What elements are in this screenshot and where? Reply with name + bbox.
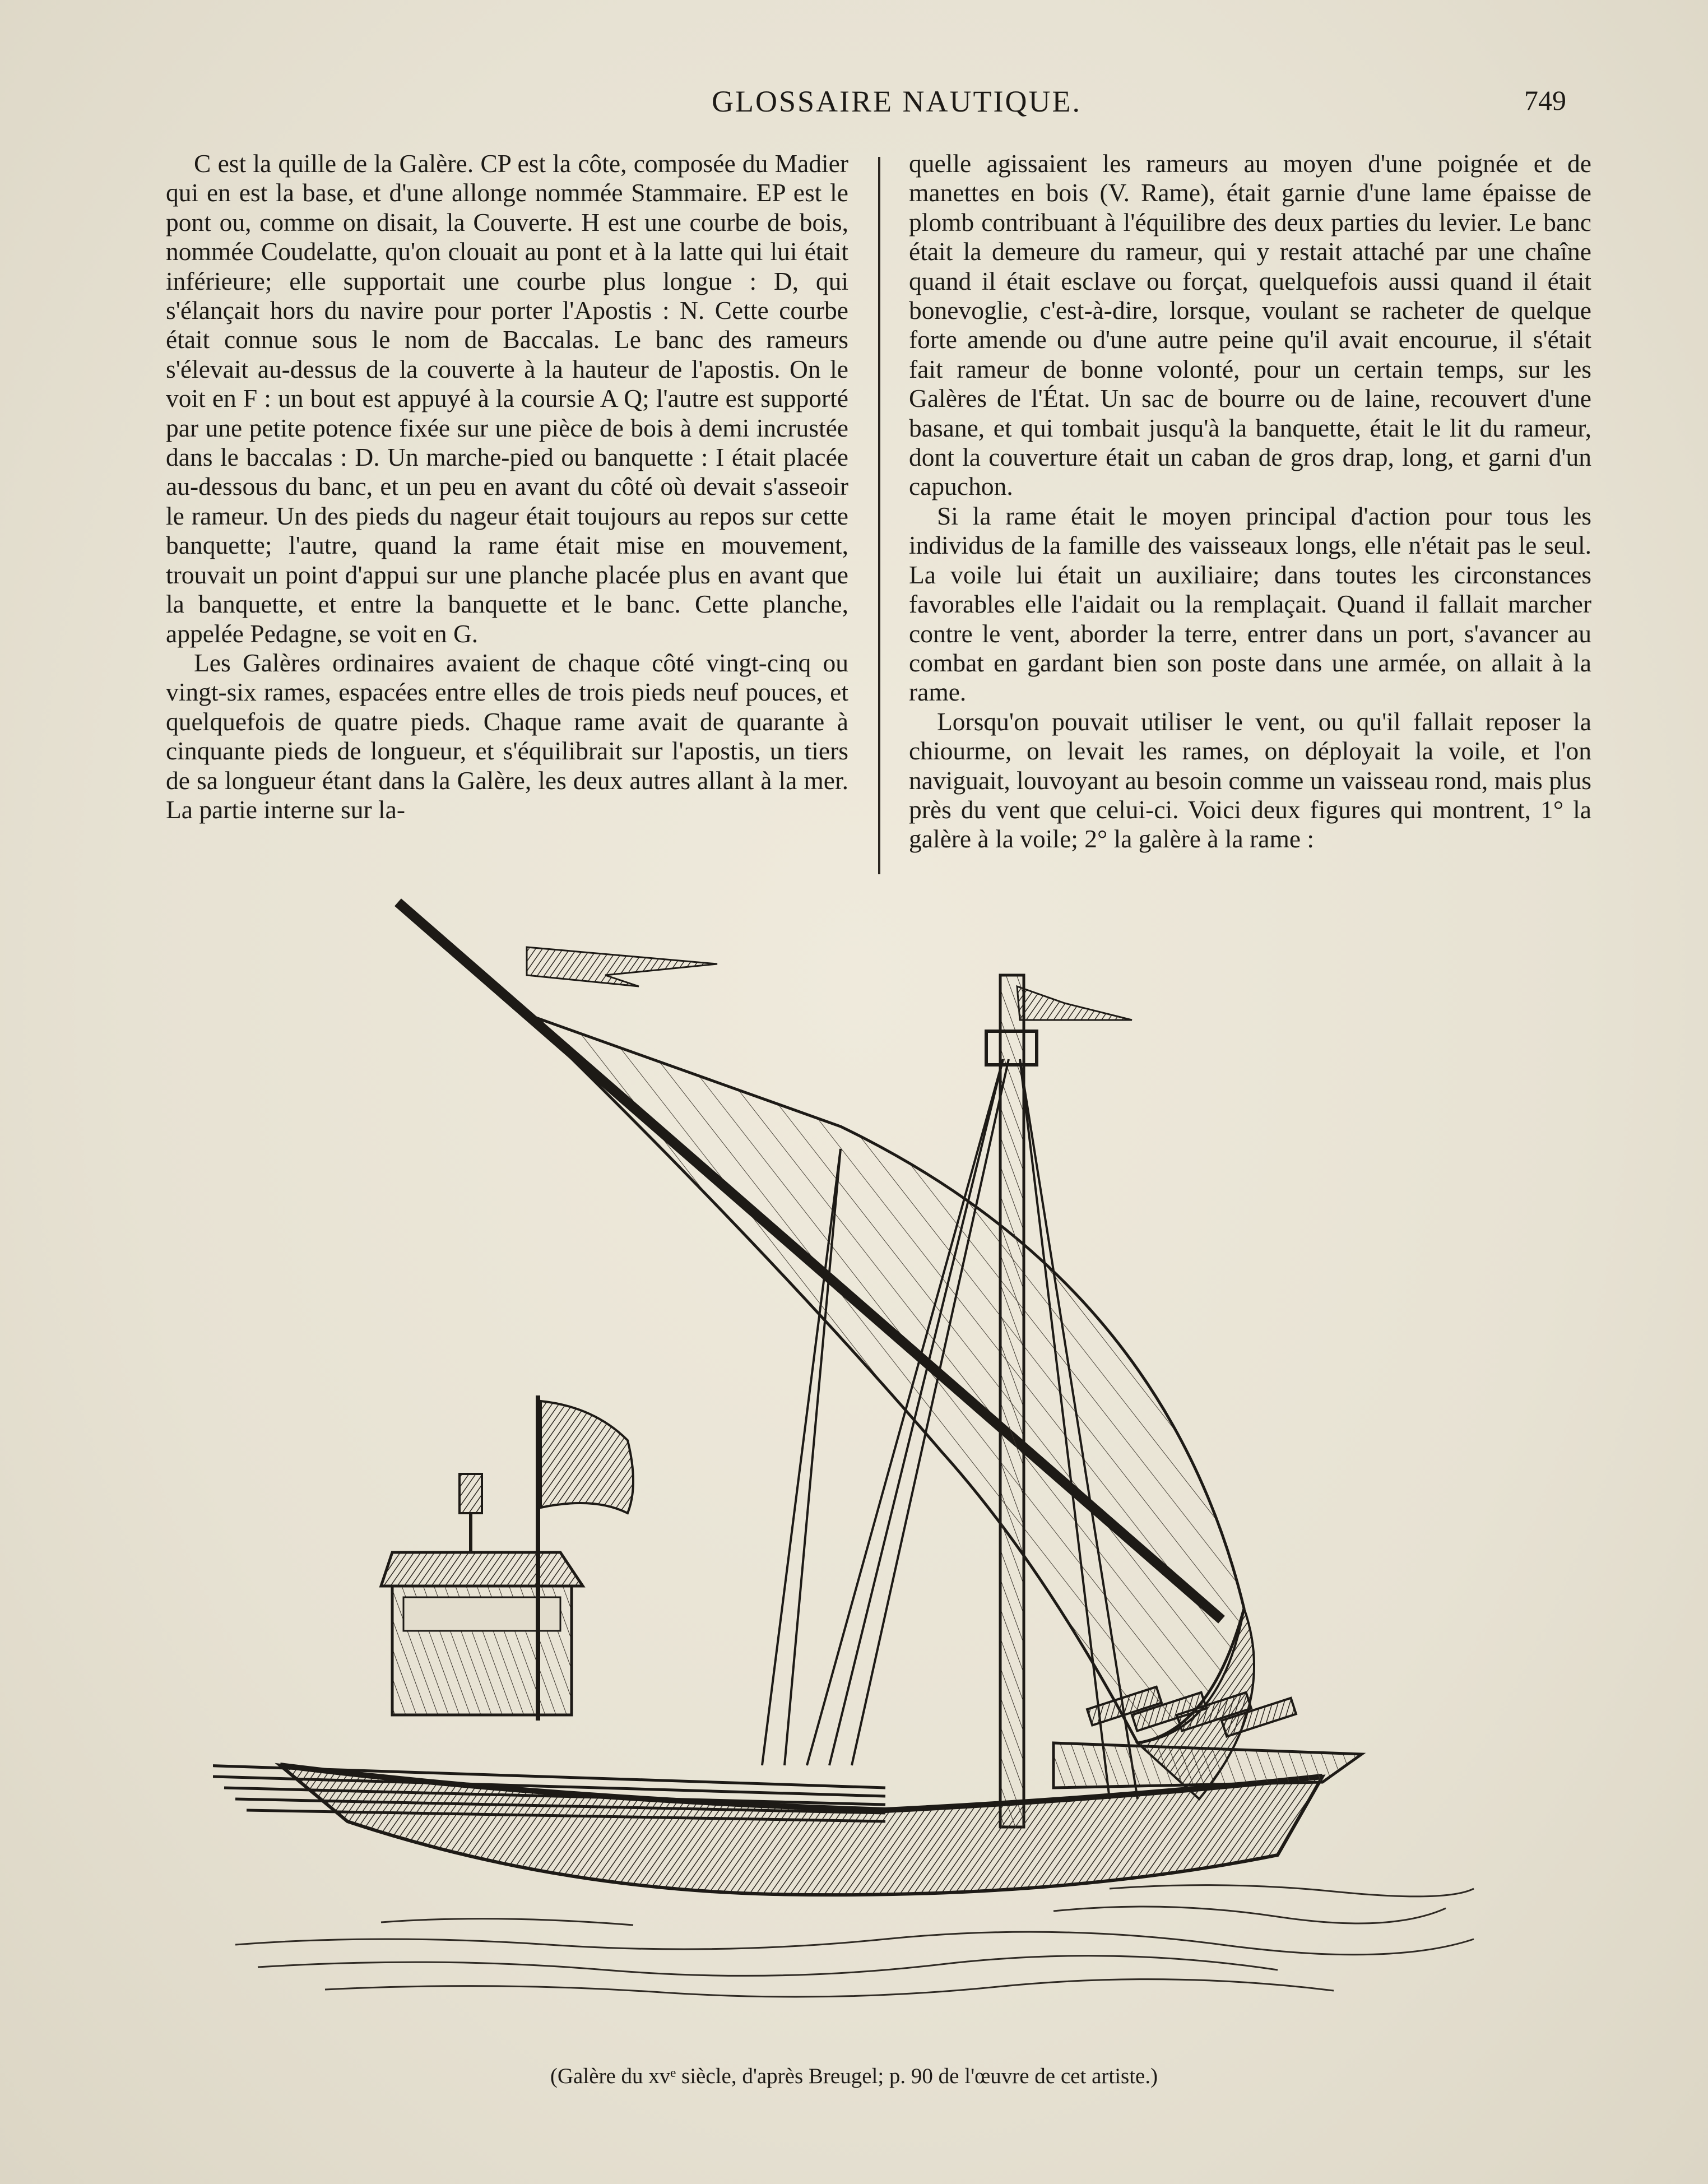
paragraph: Si la rame était le moyen principal d'action pour tous les individus de la famille des vaisseaux longs, elle n'était pas le seul. La voile lui était un auxiliaire; dans toutes les circonstances favorables elle l'aidait ou la remplaçait. Quand il fallait marcher contre le vent, aborder la terre, entrer dans un port, s'avancer au combat en gardant bien son poste dans une armée, on allait à la rame. [909, 501, 1591, 707]
stern-flag [541, 1401, 633, 1513]
paragraph: C est la quille de la Galère. CP est la côte, composée du Madier qui en est la base, et d'une allonge nommée Stammaire. EP est le pont ou, comme on disait, la Couverte. H est une courbe de bois, nommée Coudelatte, qu'on clouait au pont et à la latte qui lui était inférieure; elle supportait une courbe plus longue : D, qui s'élançait hors du navire pour porter l'Apostis : N. Cette courbe était connue sous le nom de Baccalas. Le banc des rameurs s'élevait au-dessus de la couverte à la hauteur de l'apostis. On le voit en F : un bout est appuyé à la coursie A Q; l'autre est supporté par une petite potence fixée sur une pièce de bois à demi incrustée dans le baccalas : D. Un marche-pied ou banquette : I était placée au-dessous du banc, et un peu en avant du côté où devait s'asseoir le rameur. Un des pieds du nageur était toujours au repos sur cette banquette; l'autre, quand la rame était mise en mouvement, trouvait un point d'appui sur une planche placée plus en avant que la banquette, et entre la banquette et le banc. Cette planche, appelée Pedagne, se voit en G. [166, 149, 848, 648]
text-column-right [909, 149, 1591, 854]
paragraph: Les Galères ordinaires avaient de chaque côté vingt-cinq ou vingt-six rames, espacées entre elles de trois pieds neuf pouces, et quelquefois de quatre pieds. Chaque rame avait de quarante à cinquante pieds de longueur, et s'équilibrait sur l'apostis, un tiers de sa longueur étant dans la Galère, les deux autres allant à la mer. La partie interne sur la- [166, 648, 848, 824]
yard [398, 902, 1222, 1620]
paragraph: quelle agissaient les rameurs au moyen d'une poignée et de manettes en bois (V. Rame), était garnie d'une lame épaisse de plomb contribuant à l'équilibre des deux parties du levier. Le banc était la demeure du rameur, qui y restait attaché par une chaîne quand il était esclave ou forçat, quelquefois aussi quand il était bonevoglie, c'est-à-dire, lorsque, voulant se racheter de quelque forte amende ou d'une autre peine qu'il avait encourue, il s'était fait rameur de bonne volonté, pour un certain temps, sur les Galères de l'État. Un sac de bourre ou de laine, recouvert d'une basane, et qui tombait jusqu'à la banquette, était le lit du rameur, dont la couverture était un caban de gros drap, long, et garni d'un capuchon. [909, 149, 1591, 501]
main-mast [1000, 975, 1024, 1827]
lateen-sail [527, 1014, 1244, 1743]
mast-pennant [1017, 986, 1132, 1020]
column-divider [878, 157, 880, 874]
running-title: GLOSSAIRE NAUTIQUE. [712, 85, 1082, 118]
page-number: 749 [1524, 85, 1566, 116]
sea-waves [235, 1885, 1474, 1997]
stern-castle [381, 1474, 583, 1715]
text-column-left [166, 149, 848, 824]
figure-caption: (Galère du xvᵉ siècle, d'après Breugel; p. 90 de l'œuvre de cet artiste.) [550, 2064, 1158, 2088]
yard-pennant [527, 947, 717, 986]
paragraph: Lorsqu'on pouvait utiliser le vent, ou qu'il fallait reposer la chiourme, on levait les rames, on déployait la voile, et l'on naviguait, louvoyant au besoin comme un vaisseau rond, mais plus près du vent que celui-ci. Voici deux figures qui montrent, 1° la galère à la voile; 2° la galère à la rame : [909, 707, 1591, 854]
galley-engraving [213, 891, 1491, 2040]
